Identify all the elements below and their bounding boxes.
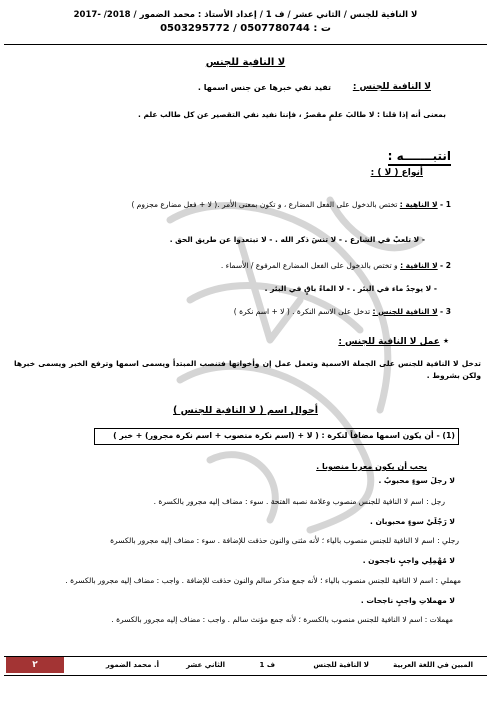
work-text: تدخل لا النافية للجنس على الجملة الاسمية وتعمل عمل إن وأخواتها فتنصب المبتدأ ويسمى اسمها وترفع الخبر ويسمى خبرها ولكن بشروط .	[14, 359, 481, 380]
header-line-info: لا النافية للجنس / الثاني عشر / ف 1 / إعداد الأستاذ : محمد الضمور / 2018/ -2017	[73, 10, 418, 20]
example-sentence: لا مُهْمِلِي واجبٍ ناجحون .	[362, 556, 455, 565]
attention-heading: انتبـــــــه :	[388, 149, 451, 166]
footer-grade: الثاني عشر	[186, 661, 225, 669]
example-sentence: لا مهملاتِ واجبٍ ناجحات .	[360, 596, 455, 605]
type-examples: - لا يوجدُ ماء في البئر . - لا الماءُ باقٍ في البئر .	[264, 284, 437, 293]
example-analysis: رجل : اسم لا النافية للجنس منصوب وعلامة نصبه الفتحة . سوء : مضاف إليه مجرور بالكسرة .	[153, 497, 445, 506]
type-item: 1 - لا الناهية : تختص بالدخول على الفعل المضارع ، و تكون بمعنى الأمر .( لا + فعل مضارع مجزوم )	[131, 200, 451, 209]
type-item: 3 - لا النافية للجنس : تدخل على الاسم النكرة . ( لا + اسم نكرة )	[233, 307, 451, 316]
footer-teacher: أ. محمد الضمور	[105, 661, 159, 669]
case-must: يجب أن يكون معربا منصوبا .	[316, 462, 427, 471]
case-rule-text: - أن يكون اسمها مضافاً لنكرة : ( لا + (اسم نكرة منصوب + اسم نكرة مجرور) + خبر )	[113, 431, 440, 440]
type-item: 2 - لا النافية : و تختص بالدخول على الفعل المضارع المرفوع / الأسماء .	[220, 261, 451, 270]
definition-term: لا النافية للجنس :	[352, 82, 431, 92]
footer-term: ف 1	[259, 661, 275, 669]
meaning-text: بمعنى أنه إذا قلنا : لا طالبَ علمٍ مقصرٌ ، فإننا نفيد نفي التقصير عن كل طالب علم .	[137, 110, 446, 119]
type-examples: - لا تلعبْ في الشارع . - لا تنسَ ذكر الله . - لا تبتعدوا عن طريق الحق .	[169, 235, 425, 244]
example-analysis: رجلي : اسم لا النافية للجنس منصوب بالياء ؛ لأنه مثنى والنون حذفت للإضافة . سوء : مضاف إليه مجرور بالكسرة	[110, 536, 459, 545]
cases-title: أحوال اسم ( لا النافية للجنس )	[173, 405, 318, 416]
page-footer	[4, 656, 487, 676]
case-number: (1)	[442, 431, 455, 440]
definition-text: تفيد نفي خبرها عن جنس اسمها .	[197, 83, 331, 92]
example-analysis: مهملي : اسم لا النافية للجنس منصوب بالياء ؛ لأنه جمع مذكر سالم والنون حذفت للإضافة . واجب : مضاف إليه مجرور بالكسرة .	[65, 576, 461, 585]
footer-book: المبين في اللغة العربية	[393, 661, 473, 669]
star-icon: ٭	[443, 334, 449, 347]
types-title: أنواع ( لا ) :	[370, 168, 423, 178]
work-heading	[338, 334, 449, 348]
footer-topic: لا النافية للجنس	[313, 661, 369, 669]
header-line-phones: ت : 0507780744 / 0503295772	[160, 23, 331, 34]
example-sentence: لا رجلَ سوءٍ محبوبٌ .	[378, 476, 455, 485]
page-header	[4, 2, 487, 45]
page-number: ٢	[6, 657, 64, 673]
page-title: لا النافية للجنس	[205, 57, 286, 68]
example-sentence: لا رَجُلَيْ سوءٍ محبوبان .	[369, 517, 455, 526]
case-rule	[113, 431, 455, 441]
example-analysis: مهملات : اسم لا النافية للجنس منصوب بالكسرة ؛ لأنه جمع مؤنث سالم . واجب : مضاف إليه مجرور بالكسرة .	[111, 615, 453, 624]
work-title: عمل لا النافية للجنس :	[338, 337, 440, 347]
